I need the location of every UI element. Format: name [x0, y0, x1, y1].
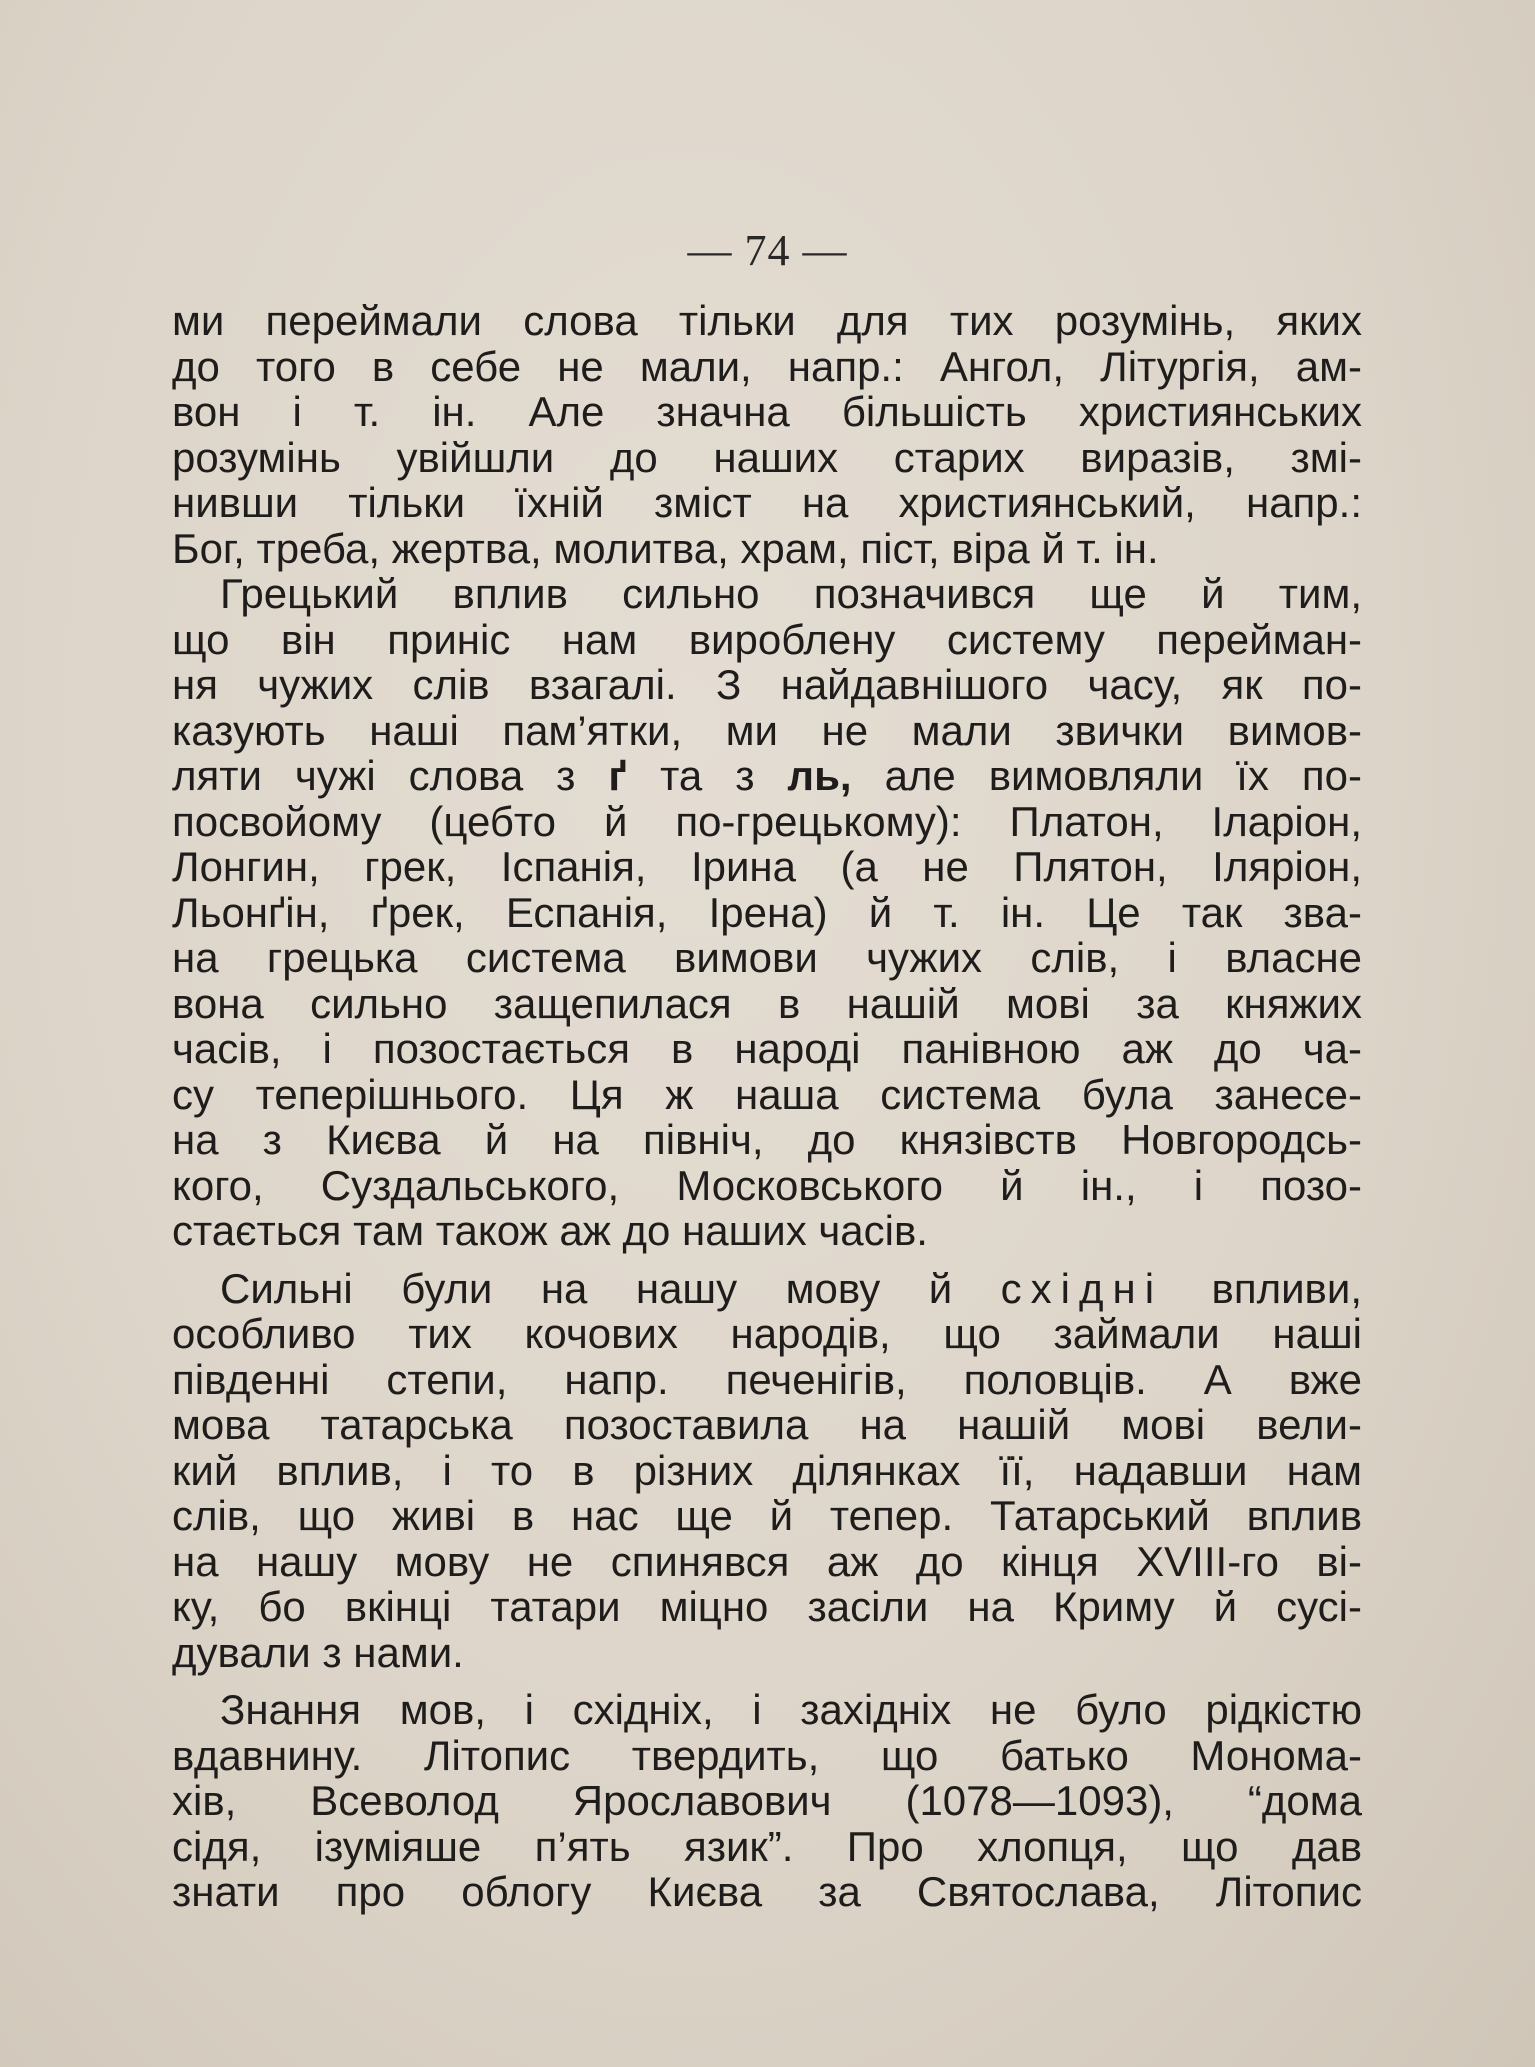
- text-line: особливо тих кочових народів, що займали наші: [172, 1310, 1362, 1357]
- paragraph-1: [172, 298, 1362, 571]
- text-line: вона сильно защепилася в нашій мові за княжих: [172, 979, 1362, 1027]
- text-line: посвойому (цебто й по-грецькому): Платон, Іларіон,: [172, 797, 1362, 845]
- spaced-emphasis: східні: [1000, 1264, 1164, 1312]
- text-line: кий вплив, і то в різних ділянках її, надавши нам: [172, 1446, 1362, 1494]
- text-segment: ляти чужі слова з: [172, 752, 576, 799]
- text-segment: але вимовляли їх по-: [884, 752, 1363, 799]
- text-line: Грецький вплив сильно позначився ще й тим,: [220, 570, 1362, 617]
- paragraph-2: [172, 571, 1362, 1254]
- text-line: часів, і позостається в народі панівною аж до ча-: [172, 1025, 1362, 1072]
- text-line: нивши тільки їхній зміст на християнський, напр.:: [172, 479, 1362, 526]
- text-line: вон і т. ін. Але значна більшість християнських: [172, 388, 1362, 435]
- paragraph-3: [172, 1266, 1362, 1676]
- text-segment: Сильні були на нашу мову й: [220, 1264, 953, 1312]
- text-line: південні степи, напр. печенігів, половців. А вже: [172, 1355, 1362, 1403]
- text-segment: впливи,: [1211, 1264, 1362, 1312]
- text-line: Знання мов, і східніх, і західніх не було рідкістю: [220, 1686, 1362, 1733]
- text-line: до того в себе не мали, напр.: Ангол, Літургія, ам-: [172, 342, 1362, 390]
- text-line: стається там також аж до наших часів.: [172, 1207, 928, 1254]
- text-line: Бог, треба, жертва, молитва, храм, піст, віра й т. ін.: [172, 524, 1159, 572]
- letter-g-example: ґ: [608, 752, 628, 799]
- text-line: ня чужих слів взагалі. З найдавнішого часу, як по-: [172, 661, 1362, 708]
- body-text: [172, 298, 1362, 1915]
- text-line: на з Києва й на північ, до князівств Новгородсь-: [172, 1116, 1362, 1163]
- text-line: Льонґін, ґрек, Еспанія, Ірена) й т. ін. Це так зва-: [172, 888, 1362, 936]
- text-line: вдавнину. Літопис твердить, що батько Монома-: [172, 1731, 1362, 1779]
- text-segment: та з: [660, 752, 755, 799]
- text-line-special: [172, 753, 1362, 799]
- text-line: кого, Суздальського, Московського й ін., і позо-: [172, 1161, 1362, 1209]
- text-line: Лонгин, грек, Іспанія, Ірина (а не Плятон, Іляріон,: [172, 843, 1362, 890]
- text-line: ми переймали слова тільки для тих розумінь, яких: [172, 297, 1362, 344]
- text-line: сідя, ізуміяше п’ять язик”. Про хлопця, що дав: [172, 1822, 1362, 1870]
- paragraph-4: [172, 1687, 1362, 1915]
- text-line-special: [172, 1266, 1362, 1312]
- text-line: хів, Всеволод Ярославович (1078—1093), “дома: [172, 1777, 1362, 1824]
- text-line: розумінь увійшли до наших старих виразів, змі-: [172, 433, 1362, 481]
- page-number: — 74 —: [687, 226, 848, 275]
- text-line: ку, бо вкінці татари міцно засіли на Криму й сусі-: [172, 1583, 1362, 1630]
- letter-l-example: ль,: [787, 752, 852, 799]
- text-line: слів, що живі в нас ще й тепер. Татарський вплив: [172, 1492, 1362, 1539]
- text-line: дували з нами.: [172, 1628, 464, 1676]
- text-line: су теперішнього. Ця ж наша система була занесе-: [172, 1070, 1362, 1118]
- text-line: мова татарська позоставила на нашій мові вели-: [172, 1401, 1362, 1448]
- text-line: що він приніс нам вироблену систему перейман-: [172, 615, 1362, 663]
- text-line: знати про облогу Києва за Святослава, Літопис: [172, 1868, 1362, 1915]
- text-line: казують наші пам’ятки, ми не мали звички вимов-: [172, 706, 1362, 754]
- text-line: на нашу мову не спинявся аж до кінця XVIII-го ві-: [172, 1537, 1362, 1585]
- text-line: на грецька система вимови чужих слів, і власне: [172, 934, 1362, 981]
